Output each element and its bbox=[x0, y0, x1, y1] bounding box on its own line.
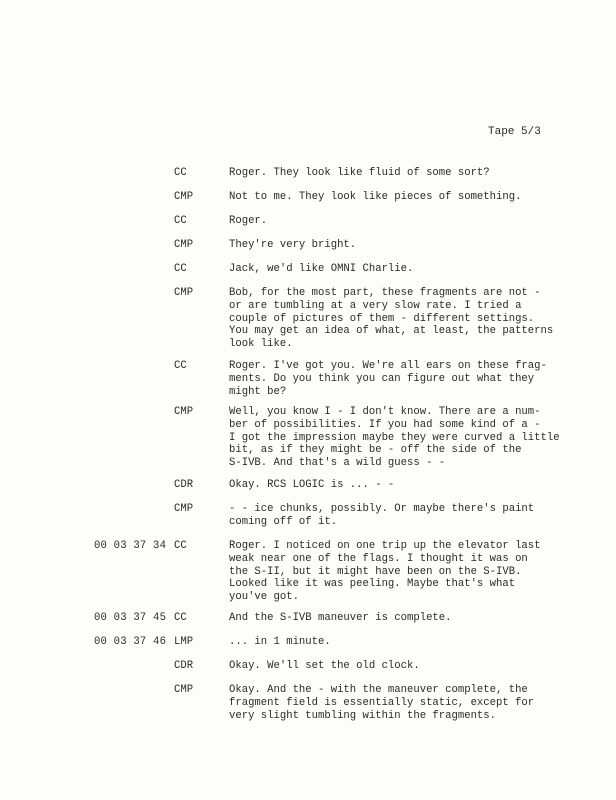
entry-text: ... in 1 minute. bbox=[229, 636, 331, 648]
entry-speaker: CDR bbox=[174, 660, 194, 672]
entry-speaker: CMP bbox=[174, 406, 194, 418]
entry-text: Roger. I noticed on one trip up the elevator last weak near one of the flags. I thought it was on the S-II, but it might have been on the S-IVB. Looked like it was peeling. Maybe that's what you've got. bbox=[229, 540, 541, 604]
entry-speaker: CC bbox=[174, 612, 187, 624]
entry-text: Okay. We'll set the old clock. bbox=[229, 660, 420, 672]
entry-timestamp: 00 03 37 34 bbox=[94, 540, 167, 552]
entry-speaker: CMP bbox=[174, 239, 194, 251]
entry-speaker: CC bbox=[174, 540, 187, 552]
entry-text: Okay. RCS LOGIC is ... - - bbox=[229, 479, 395, 491]
entry-text: Well, you know I - I don't know. There are a num- ber of possibilities. If you had some kind of a - I got the impression maybe they were curved a little bit, as if they might be - off the side of the S-IVB. And that's a wild guess - - bbox=[229, 406, 560, 470]
entry-timestamp: 00 03 37 46 bbox=[94, 636, 167, 648]
entry-speaker: CMP bbox=[174, 684, 194, 696]
entry-text: They're very bright. bbox=[229, 239, 357, 251]
entry-text: Roger. They look like fluid of some sort? bbox=[229, 167, 490, 179]
entry-text: And the S-IVB maneuver is complete. bbox=[229, 612, 452, 624]
entry-speaker: LMP bbox=[174, 636, 194, 648]
entry-text: Okay. And the - with the maneuver complete, the fragment field is essentially static, except for very slight tumbling within the fragments. bbox=[229, 684, 535, 722]
entry-speaker: CC bbox=[174, 215, 187, 227]
entry-text: Roger. bbox=[229, 215, 268, 227]
entry-speaker: CC bbox=[174, 360, 187, 372]
entry-speaker: CC bbox=[174, 167, 187, 179]
entry-speaker: CMP bbox=[174, 503, 194, 515]
entry-speaker: CDR bbox=[174, 479, 194, 491]
page-header: Tape 5/3 bbox=[488, 126, 541, 138]
entry-speaker: CMP bbox=[174, 191, 194, 203]
entry-text: Jack, we'd like OMNI Charlie. bbox=[229, 263, 414, 275]
entry-text: Bob, for the most part, these fragments are not - or are tumbling at a very slow rate. I tried a couple of pictures of them - different settings. You may get an idea of what, at least, the patterns look like. bbox=[229, 287, 554, 351]
entry-text: Not to me. They look like pieces of something. bbox=[229, 191, 522, 203]
entry-speaker: CMP bbox=[174, 287, 194, 299]
entry-timestamp: 00 03 37 45 bbox=[94, 612, 167, 624]
entry-speaker: CC bbox=[174, 263, 187, 275]
entry-text: - - ice chunks, possibly. Or maybe there's paint coming off of it. bbox=[229, 503, 535, 528]
entry-text: Roger. I've got you. We're all ears on these frag- ments. Do you think you can figure out what they might be? bbox=[229, 360, 547, 398]
